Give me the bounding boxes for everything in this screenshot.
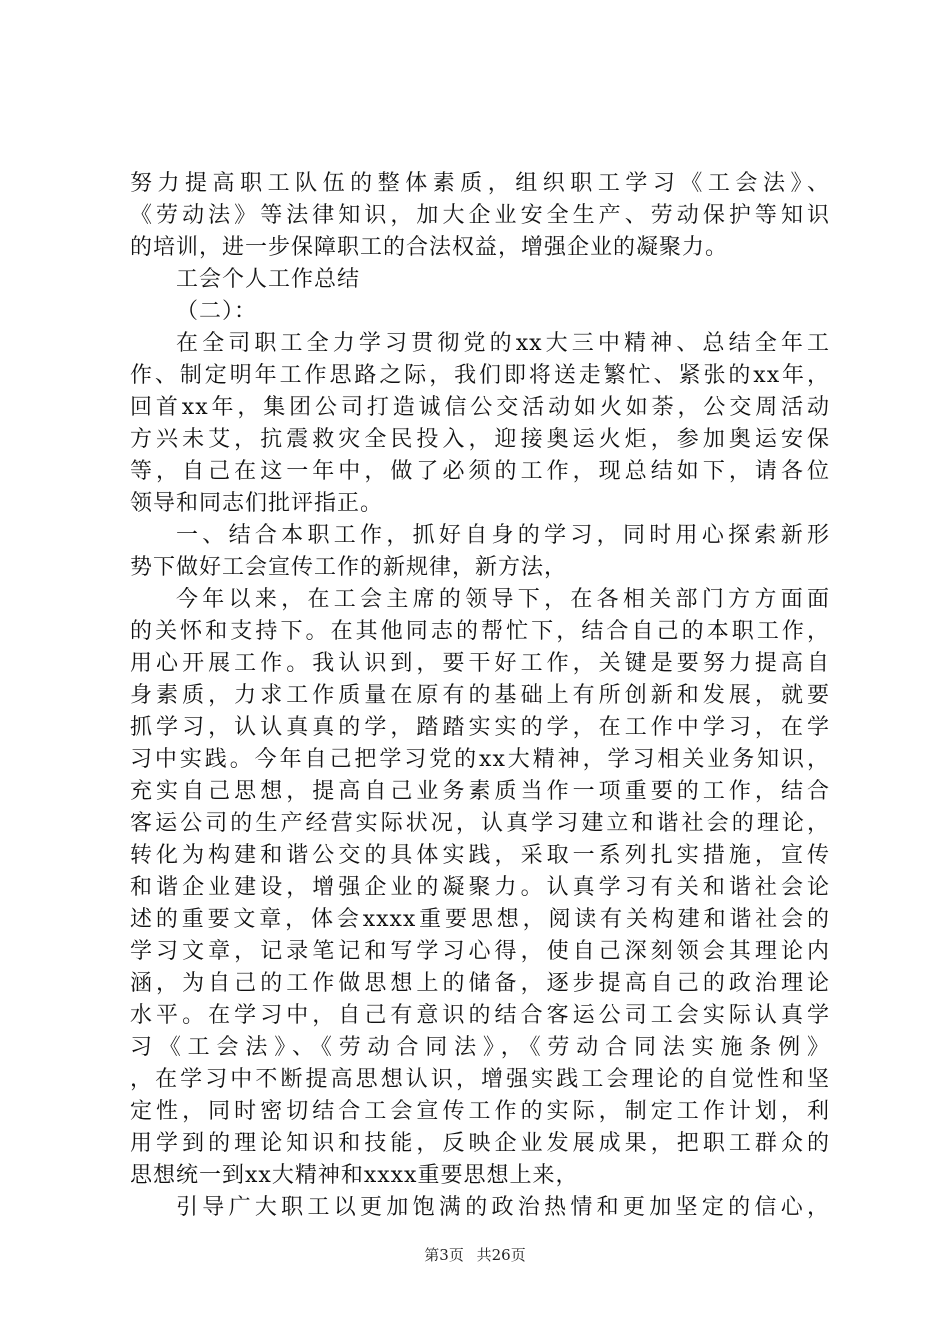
text-line: 努力提高职工队伍的整体素质，组织职工学习《工会法》、 <box>130 171 830 196</box>
page-number: 第3页 <box>424 1246 464 1264</box>
text-line: 《劳动法》等法律知识，加大企业安全生产、劳动保护等知识 <box>130 203 830 228</box>
page-total: 共26页 <box>476 1246 526 1264</box>
text-line: 等，自己在这一年中，做了必须的工作，现总结如下，请各位 <box>130 459 830 484</box>
text-line: 用学到的理论知识和技能，反映企业发展成果，把职工群众的 <box>130 1131 830 1156</box>
text-line: 客运公司的生产经营实际状况，认真学习建立和谐社会的理论， <box>130 811 830 836</box>
text-line: 述的重要文章，体会xxxx重要思想，阅读有关构建和谐社会的 <box>130 907 830 932</box>
text-line: 涵，为自己的工作做思想上的储备，逐步提高自己的政治理论 <box>130 971 830 996</box>
text-line: 方兴未艾，抗震救灾全民投入，迎接奥运火炬，参加奥运安保 <box>130 427 830 452</box>
text-line: 回首xx年，集团公司打造诚信公交活动如火如荼，公交周活动 <box>130 395 830 420</box>
text-line: 一、结合本职工作，抓好自身的学习，同时用心探索新形 <box>176 523 830 548</box>
text-line: 的培训，进一步保障职工的合法权益，增强企业的凝聚力。 <box>130 235 729 260</box>
text-line: 的关怀和支持下。在其他同志的帮忙下，结合自己的本职工作， <box>130 619 830 644</box>
text-line: 习中实践。今年自己把学习党的xx大精神，学习相关业务知识， <box>130 747 830 772</box>
text-line: ，在学习中不断提高思想认识，增强实践工会理论的自觉性和坚 <box>130 1067 830 1092</box>
document-body <box>130 168 830 1224</box>
text-line: 习《工会法》、《劳动合同法》，《劳动合同法实施条例》 <box>130 1035 830 1060</box>
text-line: 抓学习，认认真真的学，踏踏实实的学，在工作中学习，在学 <box>130 715 830 740</box>
text-line: 引导广大职工以更加饱满的政治热情和更加坚定的信心， <box>176 1195 830 1220</box>
text-line: 身素质，力求工作质量在原有的基础上有所创新和发展，就要 <box>130 683 830 708</box>
text-line: 作、制定明年工作思路之际，我们即将送走繁忙、紧张的xx年， <box>130 363 830 388</box>
text-line: 在全司职工全力学习贯彻党的xx大三中精神、总结全年工 <box>176 331 830 356</box>
text-line: 领导和同志们批评指正。 <box>130 491 384 516</box>
text-line: 学习文章，记录笔记和写学习心得，使自己深刻领会其理论内 <box>130 939 830 964</box>
page-footer <box>0 1245 950 1265</box>
text-line: 定性，同时密切结合工会宣传工作的实际，制定工作计划，利 <box>130 1099 830 1124</box>
text-line: 和谐企业建设，增强企业的凝聚力。认真学习有关和谐社会论 <box>130 875 830 900</box>
text-line: 思想统一到xx大精神和xxxx重要思想上来， <box>130 1163 579 1188</box>
text-line: 充实自己思想，提高自己业务素质当作一项重要的工作，结合 <box>130 779 830 804</box>
text-line: 工会个人工作总结 <box>176 267 361 292</box>
text-line: 用心开展工作。我认识到，要干好工作，关键是要努力提高自 <box>130 651 830 676</box>
text-line: 势下做好工会宣传工作的新规律，新方法， <box>130 555 568 580</box>
text-line: 今年以来，在工会主席的领导下，在各相关部门方方面面 <box>176 587 830 612</box>
text-line: 水平。在学习中，自己有意识的结合客运公司工会实际认真学 <box>130 1003 830 1028</box>
text-line: （二）： <box>176 299 258 324</box>
text-line: 转化为构建和谐公交的具体实践，采取一系列扎实措施，宣传 <box>130 843 830 868</box>
